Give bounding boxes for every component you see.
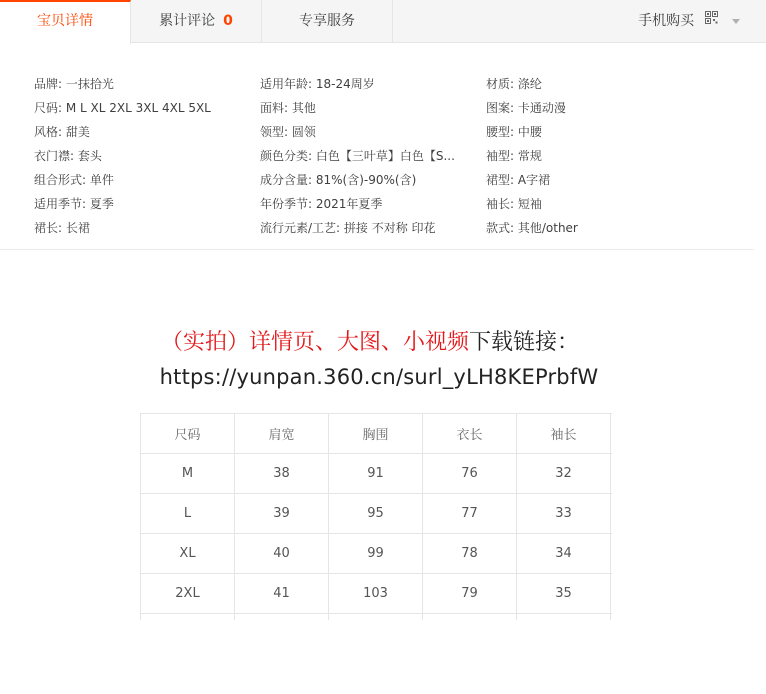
table-cell: L [141, 494, 235, 534]
table-cell: 76 [423, 454, 517, 494]
download-link: https://yunpan.360.cn/surl_yLH8KEPrbfW [159, 365, 599, 389]
table-cell: 78 [423, 534, 517, 574]
table-cell [517, 614, 611, 621]
attribute-age: 适用年龄: 18-24周岁 [260, 77, 375, 91]
table-cell [235, 614, 329, 621]
table-cell: 103 [329, 574, 423, 614]
table-cell [423, 614, 517, 621]
tab-label: 累计评论 [159, 13, 216, 29]
table-row [141, 574, 613, 614]
table-cell: 91 [329, 454, 423, 494]
table-cell: 99 [329, 534, 423, 574]
attribute-fabric: 面料: 其他 [260, 101, 316, 115]
table-cell-extra [611, 454, 613, 494]
tab-label: 专享服务 [299, 13, 355, 29]
table-cell: 40 [235, 534, 329, 574]
table-header-row [141, 414, 613, 454]
promo-heading [0, 326, 740, 360]
attribute-brand: 品牌: 一抹拾光 [34, 77, 114, 91]
table-cell: 32 [517, 454, 611, 494]
attribute-placket: 衣门襟: 套头 [34, 149, 102, 163]
attribute-row [34, 168, 754, 192]
mobile-buy-label: 手机购买 [638, 13, 695, 29]
table-cell [329, 614, 423, 621]
table-cell: 39 [235, 494, 329, 534]
attribute-size: 尺码: M L XL 2XL 3XL 4XL 5XL [34, 101, 211, 115]
table-row [141, 494, 613, 534]
table-row [141, 454, 613, 494]
table-cell: 95 [329, 494, 423, 534]
attribute-material: 材质: 涤纶 [486, 77, 542, 91]
attribute-sleeve-length: 袖长: 短袖 [486, 197, 542, 211]
table-cell: 2XL [141, 574, 235, 614]
table-cell-extra [611, 414, 613, 454]
table-header-cell: 尺码 [141, 414, 235, 454]
table-cell: 33 [517, 494, 611, 534]
table-cell: 35 [517, 574, 611, 614]
attribute-row [34, 192, 754, 216]
caret-down-icon [732, 0, 740, 41]
attribute-sleeve-type: 袖型: 常规 [486, 149, 542, 163]
attribute-waist: 腰型: 中腰 [486, 125, 542, 139]
product-attributes [34, 72, 754, 240]
review-count: 0 [223, 13, 233, 29]
table-cell: M [141, 454, 235, 494]
mobile-buy-button[interactable] [638, 0, 740, 43]
table-cell: 77 [423, 494, 517, 534]
attribute-row [34, 72, 754, 96]
table-header-cell: 肩宽 [235, 414, 329, 454]
attribute-pattern: 图案: 卡通动漫 [486, 101, 566, 115]
attribute-season: 适用季节: 夏季 [34, 197, 114, 211]
table-cell-extra [611, 574, 613, 614]
table-cell-extra [611, 534, 613, 574]
table-cell: XL [141, 534, 235, 574]
table-cell [141, 614, 235, 621]
attribute-row [34, 96, 754, 120]
tab-reviews[interactable] [131, 0, 262, 43]
table-cell: 34 [517, 534, 611, 574]
table-row [141, 534, 613, 574]
table-cell-extra [611, 614, 613, 621]
attribute-skirt-type: 裙型: A字裙 [486, 173, 551, 187]
tab-bar [0, 0, 766, 43]
promo-black-text: 下载链接： [469, 330, 580, 355]
attribute-combo: 组合形式: 单件 [34, 173, 114, 187]
table-cell: 38 [235, 454, 329, 494]
attribute-row [34, 120, 754, 144]
attribute-row [34, 216, 754, 240]
attribute-style: 风格: 甜美 [34, 125, 90, 139]
table-header-cell: 胸围 [329, 414, 423, 454]
attribute-composition: 成分含量: 81%(含)-90%(含) [260, 173, 417, 187]
promo-red-text: （实拍）详情页、大图、小视频 [160, 330, 469, 355]
attribute-row [34, 144, 754, 168]
attribute-collar: 领型: 圆领 [260, 125, 316, 139]
qr-code-icon [705, 0, 718, 41]
table-row-partial [141, 614, 613, 621]
attribute-color: 颜色分类: 白色【三叶草】白色【S... [260, 149, 455, 163]
table-cell-extra [611, 494, 613, 534]
table-header-cell: 袖长 [517, 414, 611, 454]
tab-exclusive-service[interactable] [262, 0, 393, 43]
section-divider [0, 249, 754, 250]
attribute-model: 款式: 其他/other [486, 221, 578, 235]
attribute-skirt-length: 裙长: 长裙 [34, 221, 90, 235]
size-table [140, 413, 612, 620]
table-cell: 79 [423, 574, 517, 614]
attribute-trend: 流行元素/工艺: 拼接 不对称 印花 [260, 221, 436, 235]
attribute-year-season: 年份季节: 2021年夏季 [260, 197, 383, 211]
table-cell: 41 [235, 574, 329, 614]
tab-product-details[interactable] [0, 0, 131, 44]
tab-label: 宝贝详情 [37, 13, 93, 29]
table-header-cell: 衣长 [423, 414, 517, 454]
